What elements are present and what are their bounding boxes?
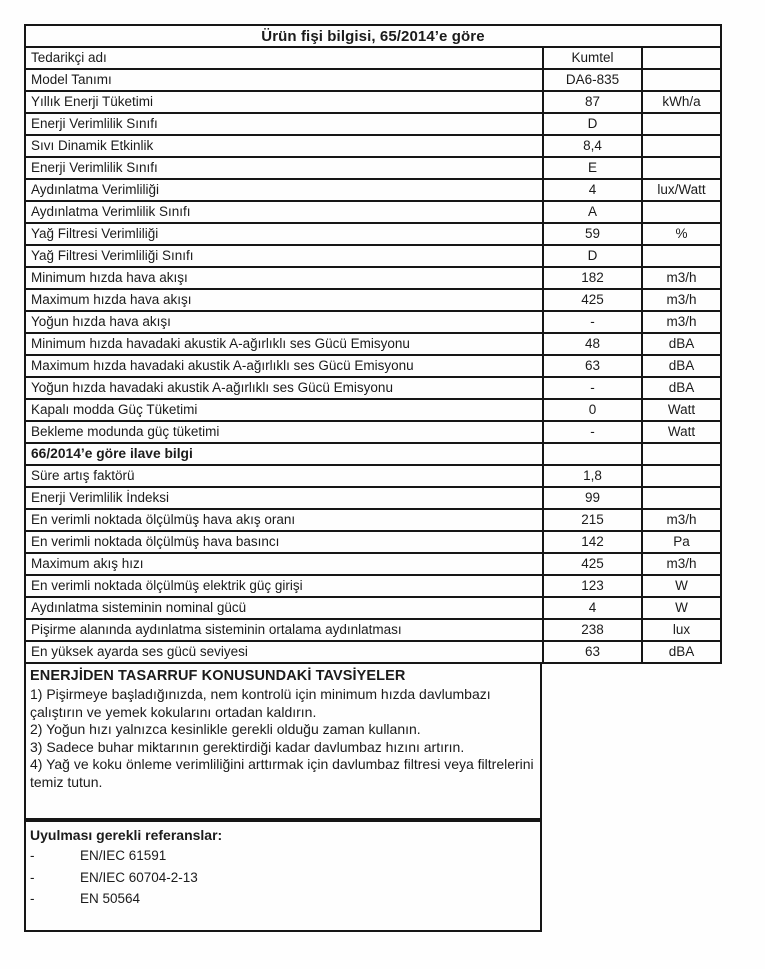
row-unit [642,47,721,69]
row-label: Pişirme alanında aydınlatma sisteminin ortalama aydınlatması [25,619,543,641]
fiche-row [25,179,721,201]
row-value: 63 [543,355,642,377]
row-unit: dBA [642,333,721,355]
row-value: Kumtel [543,47,642,69]
row-value: - [543,377,642,399]
fiche-row [25,443,721,465]
fiche-row [25,355,721,377]
row-value: D [543,245,642,267]
row-value: 59 [543,223,642,245]
fiche-row [25,597,721,619]
row-value: 0 [543,399,642,421]
fiche-row [25,311,721,333]
row-unit: m3/h [642,311,721,333]
row-label: Bekleme modunda güç tüketimi [25,421,543,443]
row-value [543,443,642,465]
row-unit: m3/h [642,553,721,575]
row-label: Yoğun hızda hava akışı [25,311,543,333]
row-label: Maximum hızda havadaki akustik A-ağırlıklı ses Gücü Emisyonu [25,355,543,377]
product-fiche-table [24,24,722,664]
row-value: 99 [543,487,642,509]
row-label: Minimum hızda havadaki akustik A-ağırlıklı ses Gücü Emisyonu [25,333,543,355]
table-title: Ürün fişi bilgisi, 65/2014’e göre [25,25,721,47]
reference-label: EN/IEC 60704-2-13 [80,869,198,885]
row-value: 123 [543,575,642,597]
reference-label: EN 50564 [80,891,141,906]
advice-item: 4) Yağ ve koku önleme verimliliğini arttırmak için davlumbaz filtresi veya filtrelerini temiz tutun. [30,756,534,790]
row-unit [642,69,721,91]
row-value: D [543,113,642,135]
row-value: 425 [543,553,642,575]
advice-item: 2) Yoğun hızı yalnızca kesinlikle gerekli olduğu zaman kullanın. [30,721,421,738]
row-unit [642,487,721,509]
fiche-row [25,509,721,531]
row-unit: lux/Watt [642,179,721,201]
row-unit: Watt [642,421,721,443]
fiche-row [25,245,721,267]
row-unit [642,465,721,487]
row-label: En verimli noktada ölçülmüş hava basıncı [25,531,543,553]
fiche-row [25,91,721,113]
row-value: 8,4 [543,135,642,157]
row-unit [642,443,721,465]
row-label: Minimum hızda hava akışı [25,267,543,289]
references-title: Uyulması gerekli referanslar: [30,827,223,843]
row-label: 66/2014’e göre ilave bilgi [25,443,543,465]
fiche-row [25,619,721,641]
row-value: 425 [543,289,642,311]
fiche-row [25,575,721,597]
row-value: 1,8 [543,465,642,487]
fiche-row [25,641,721,663]
references-box [24,820,542,932]
product-fiche-sheet [24,24,720,932]
row-unit: m3/h [642,289,721,311]
row-unit [642,245,721,267]
row-unit: m3/h [642,267,721,289]
row-unit: kWh/a [642,91,721,113]
row-unit: W [642,597,721,619]
row-value: 4 [543,597,642,619]
advice-title: ENERJİDEN TASARRUF KONUSUNDAKİ TAVSİYELER [30,668,406,684]
row-label: Yağ Filtresi Verimliliği [25,223,543,245]
row-value: 182 [543,267,642,289]
table-body [25,47,721,663]
row-value: 142 [543,531,642,553]
row-unit: % [642,223,721,245]
advice-item: 3) Sadece buhar miktarının gerektirdiği kadar davlumbaz hızını artırın. [30,738,465,755]
row-unit: Watt [642,399,721,421]
row-label: En verimli noktada ölçülmüş elektrik güç girişi [25,575,543,597]
row-label: Kapalı modda Güç Tüketimi [25,399,543,421]
row-label: Yoğun hızda havadaki akustik A-ağırlıklı ses Gücü Emisyonu [25,377,543,399]
fiche-row [25,531,721,553]
row-label: Aydınlatma Verimliliği [25,179,543,201]
row-value: 4 [543,179,642,201]
row-label: Yağ Filtresi Verimliliği Sınıfı [25,245,543,267]
row-unit: dBA [642,377,721,399]
fiche-row [25,377,721,399]
row-unit: W [642,575,721,597]
fiche-row [25,289,721,311]
fiche-row [25,47,721,69]
row-unit: lux [642,619,721,641]
row-label: En yüksek ayarda ses gücü seviyesi [25,641,543,663]
table-header-row [25,25,721,47]
fiche-row [25,553,721,575]
row-value: A [543,201,642,223]
row-label: Model Tanımı [25,69,543,91]
fiche-row [25,267,721,289]
reference-item [30,867,534,889]
dash-bullet: - [30,848,35,863]
row-unit [642,157,721,179]
row-label: En verimli noktada ölçülmüş hava akış oranı [25,509,543,531]
reference-item [30,888,534,910]
row-unit: Pa [642,531,721,553]
row-label: Sıvı Dinamik Etkinlik [25,135,543,157]
fiche-row [25,465,721,487]
row-unit: dBA [642,641,721,663]
row-label: Enerji Verimlilik İndeksi [25,487,543,509]
row-unit [642,113,721,135]
row-unit: m3/h [642,509,721,531]
row-label: Maximum hızda hava akışı [25,289,543,311]
fiche-row [25,399,721,421]
fiche-row [25,487,721,509]
references-list [30,845,534,910]
row-value: 48 [543,333,642,355]
advice-item: 1) Pişirmeye başladığınızda, nem kontrolü için minimum hızda davlumbazı çalıştırın ve yemek kokularını ortadan kaldırın. [30,686,491,720]
row-label: Süre artış faktörü [25,465,543,487]
fiche-row [25,223,721,245]
fiche-row [25,333,721,355]
row-value: E [543,157,642,179]
fiche-row [25,201,721,223]
row-label: Enerji Verimlilik Sınıfı [25,157,543,179]
row-label: Aydınlatma sisteminin nominal gücü [25,597,543,619]
reference-label: EN/IEC 61591 [80,848,167,863]
fiche-row [25,135,721,157]
row-unit [642,201,721,223]
fiche-row [25,113,721,135]
energy-saving-advice-box [24,662,542,820]
row-value: - [543,421,642,443]
fiche-row [25,157,721,179]
row-label: Tedarikçi adı [25,47,543,69]
row-value: DA6-835 [543,69,642,91]
fiche-row [25,421,721,443]
row-value: 238 [543,619,642,641]
row-value: 87 [543,91,642,113]
row-label: Aydınlatma Verimlilik Sınıfı [25,201,543,223]
reference-item [30,845,534,867]
row-value: - [543,311,642,333]
row-unit: dBA [642,355,721,377]
row-value: 215 [543,509,642,531]
row-label: Enerji Verimlilik Sınıfı [25,113,543,135]
dash-bullet: - [30,869,35,885]
row-label: Maximum akış hızı [25,553,543,575]
fiche-row [25,69,721,91]
row-label: Yıllık Enerji Tüketimi [25,91,543,113]
row-unit [642,135,721,157]
dash-bullet: - [30,891,35,906]
row-value: 63 [543,641,642,663]
advice-list [30,686,534,792]
